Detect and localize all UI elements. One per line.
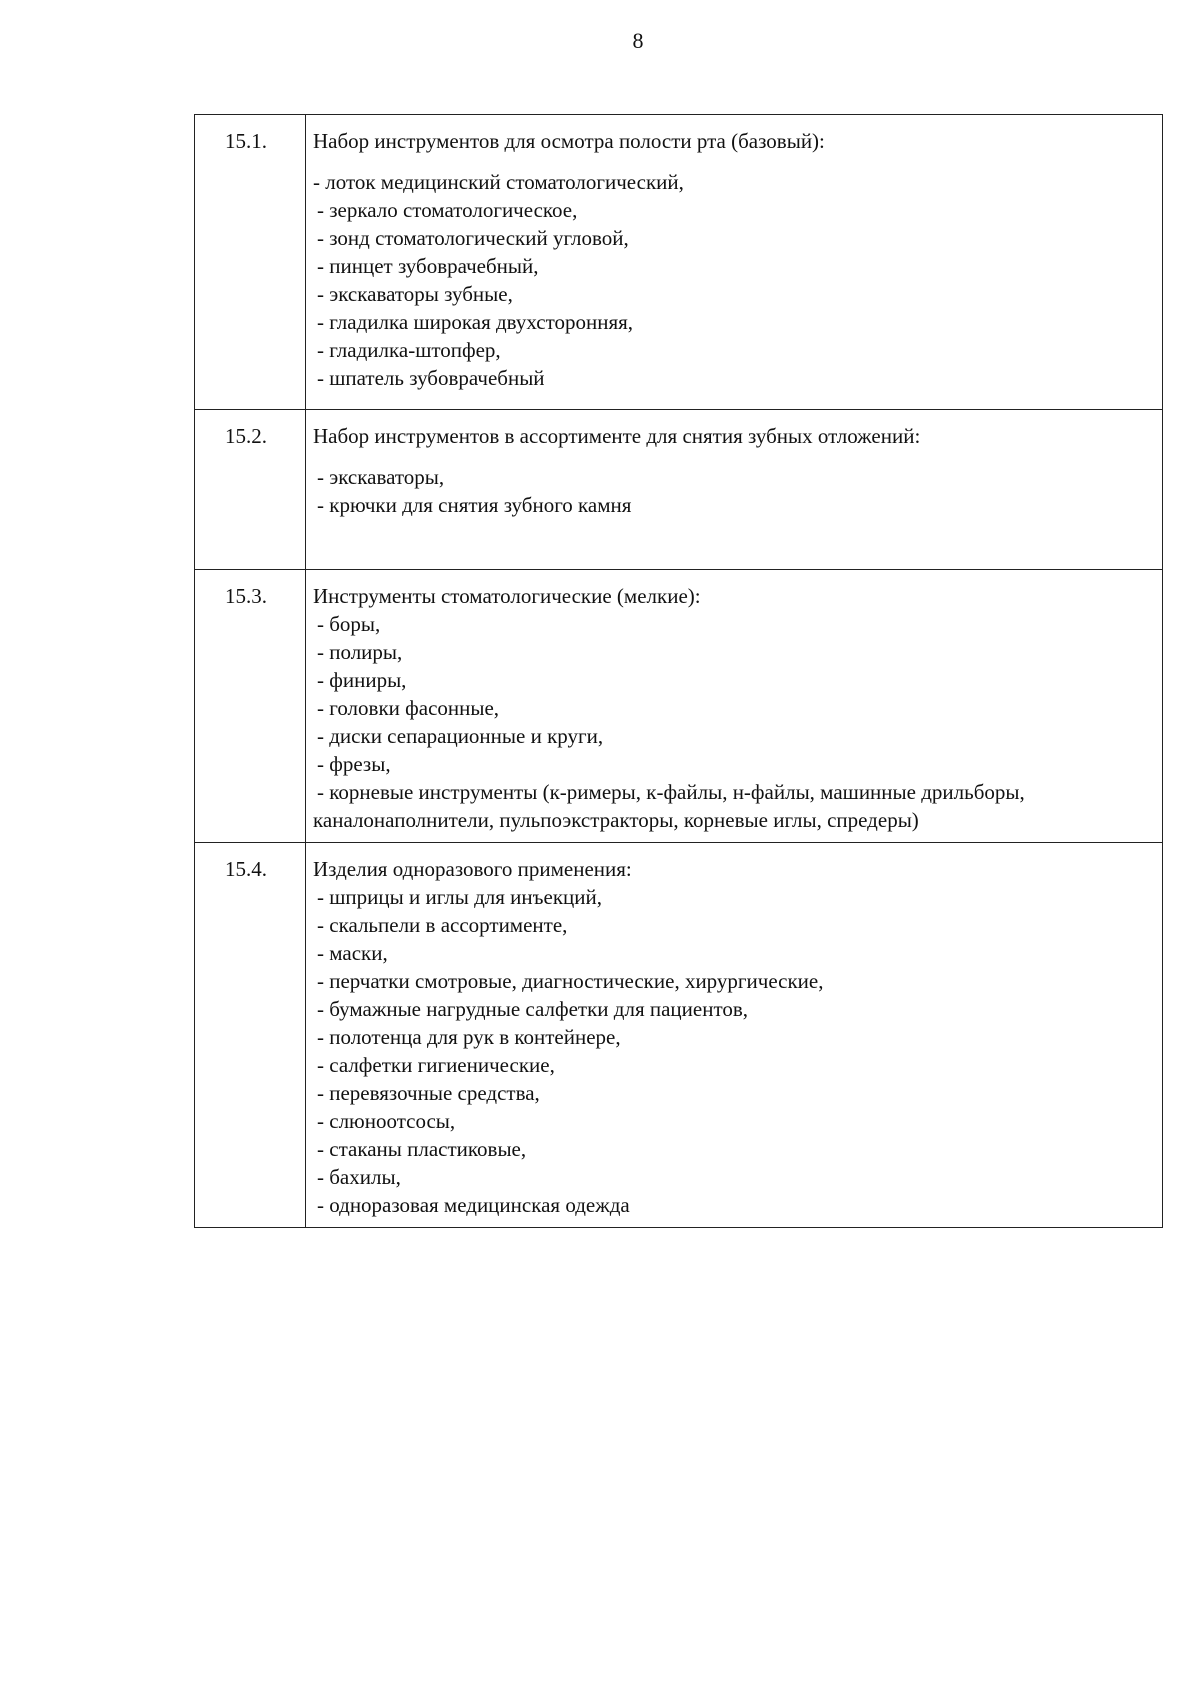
list-item: - бахилы, [317,1165,401,1189]
list-item: - бумажные нагрудные салфетки для пациентов, [317,997,749,1021]
list-item: - боры, [317,612,381,636]
table-row [195,570,1163,843]
list-item: - шпатель зубоврачебный [317,366,545,390]
list-item: - корневые инструменты (к-римеры, к-файлы, н-файлы, машинные дрильборы, [317,780,1025,804]
row-content [306,410,1163,570]
list-item: - скальпели в ассортименте, [317,913,568,937]
row-heading: Инструменты стоматологические (мелкие): [313,584,701,608]
list-item: - гладилка-штопфер, [317,338,501,362]
list-item: - полотенца для рук в контейнере, [317,1025,621,1049]
list-item: каналонаполнители, пульпоэкстракторы, корневые иглы, спредеры) [313,808,919,832]
list-item: - слюноотсосы, [317,1109,456,1133]
page-number: 8 [632,28,644,53]
list-item: - маски, [317,941,388,965]
list-item: - зеркало стоматологическое, [317,198,578,222]
equipment-table [194,114,1163,1228]
list-item: - лоток медицинский стоматологический, [313,170,684,194]
row-number: 15.1. [195,115,306,410]
row-heading: Изделия одноразового применения: [313,857,632,881]
list-item: - экскаваторы зубные, [317,282,513,306]
row-content [306,115,1163,410]
list-item: - одноразовая медицинская одежда [317,1193,630,1217]
table-row [195,843,1163,1228]
list-item: - гладилка широкая двухсторонняя, [317,310,634,334]
list-item: - крючки для снятия зубного камня [317,493,632,517]
row-number: 15.3. [195,570,306,843]
row-content [306,570,1163,843]
list-item: - пинцет зубоврачебный, [317,254,539,278]
list-item: - головки фасонные, [317,696,500,720]
table-row [195,115,1163,410]
list-item: - зонд стоматологический угловой, [317,226,629,250]
row-content [306,843,1163,1228]
list-item: - перчатки смотровые, диагностические, хирургические, [317,969,824,993]
list-item: - диски сепарационные и круги, [317,724,604,748]
list-item: - шприцы и иглы для инъекций, [317,885,602,909]
table-row [195,410,1163,570]
list-item: - салфетки гигиенические, [317,1053,555,1077]
row-number: 15.4. [195,843,306,1228]
list-item: - экскаваторы, [317,465,445,489]
list-item: - перевязочные средства, [317,1081,540,1105]
list-item: - полиры, [317,640,403,664]
row-number: 15.2. [195,410,306,570]
list-item: - фрезы, [317,752,391,776]
row-heading: Набор инструментов в ассортименте для снятия зубных отложений: [313,424,921,448]
row-heading: Набор инструментов для осмотра полости рта (базовый): [313,129,825,153]
list-item: - стаканы пластиковые, [317,1137,527,1161]
list-item: - финиры, [317,668,407,692]
